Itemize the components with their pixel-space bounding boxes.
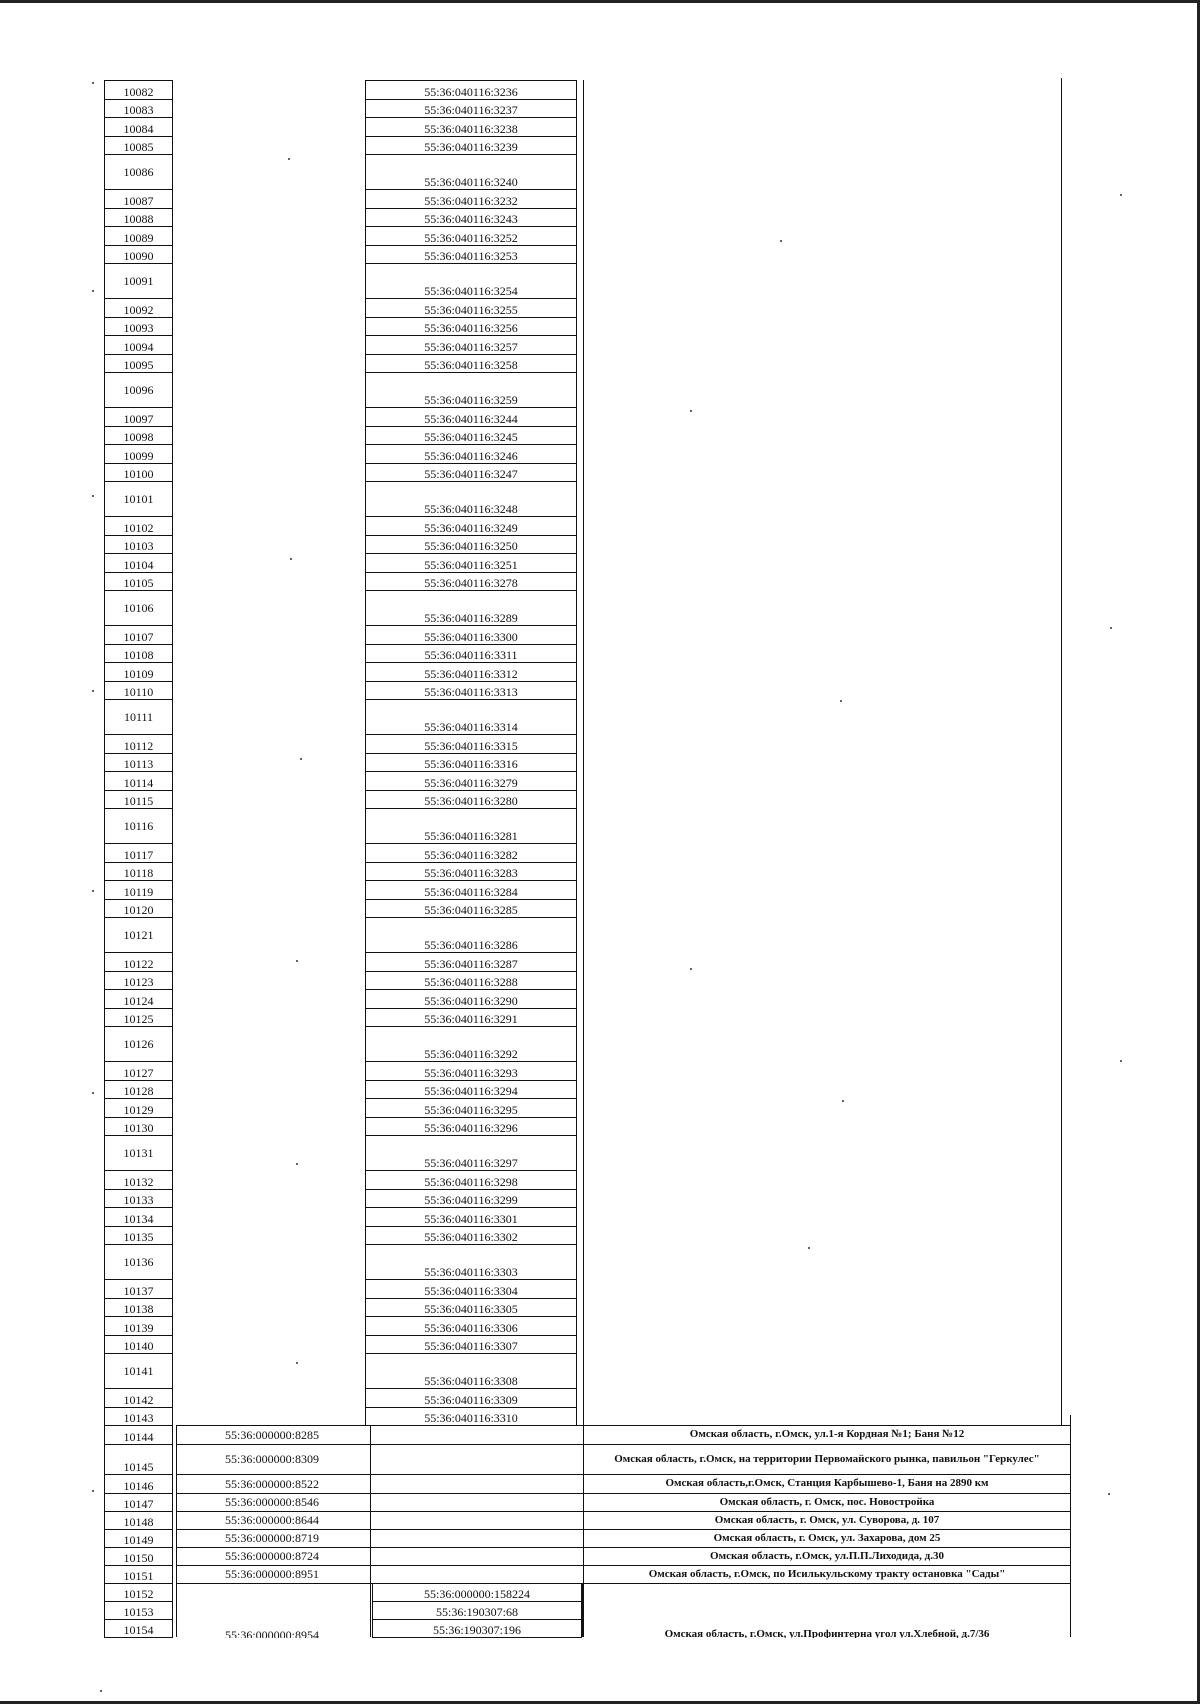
cadastral-number-building: 55:36:040116:3236 [365, 80, 577, 100]
scan-border-top [0, 0, 1200, 3]
scan-speck [780, 240, 782, 242]
cadastral-number-building: 55:36:190307:68 [372, 1601, 582, 1620]
cadastral-number-building: 55:36:040116:3247 [365, 463, 577, 482]
cadastral-number-building: 55:36:040116:3239 [365, 136, 577, 155]
cadastral-number-building: 55:36:040116:3281 [365, 808, 577, 844]
object-address: Омская область, г.Омск, ул.Профинтерна угол ул.Хлебной, д.7/36 [664, 1629, 990, 1638]
cadastral-number-building: 55:36:040116:3283 [365, 862, 577, 881]
row-number: 10089 [104, 226, 173, 246]
row-number: 10115 [104, 790, 173, 809]
row-number: 10152 [104, 1583, 173, 1602]
row-number: 10116 [104, 808, 173, 844]
row-number: 10132 [104, 1170, 173, 1190]
scan-speck [100, 1690, 102, 1692]
row-number: 10135 [104, 1226, 173, 1245]
cadastral-number-building: 55:36:040116:3238 [365, 117, 577, 137]
cadastral-number-building: 55:36:040116:3297 [365, 1135, 577, 1171]
row-number: 10117 [104, 843, 173, 863]
row-number: 10138 [104, 1298, 173, 1317]
object-address: Омская область, г.Омск, на территории Первомайского рынка, павильон "Геркулес" [614, 1452, 1040, 1465]
row-number: 10085 [104, 136, 173, 155]
cadastral-number-building: 55:36:040116:3255 [365, 298, 577, 318]
row-number: 10119 [104, 880, 173, 900]
kad2-column-top-border [365, 80, 577, 81]
row-number: 10148 [104, 1511, 173, 1530]
column-rule-right [1061, 78, 1062, 1425]
object-address: Омская область, г.Омск, ул.1-я Кордная №1; Баня №12 [689, 1428, 965, 1440]
row-number: 10082 [104, 80, 173, 100]
cadastral-number-parcel: 55:36:000000:8546 [224, 1495, 319, 1509]
row-number: 10145 [104, 1444, 173, 1475]
cadastral-number-building: 55:36:040116:3252 [365, 226, 577, 246]
cadastral-number-building: 55:36:040116:3309 [365, 1388, 577, 1408]
row-number: 10092 [104, 298, 173, 318]
object-address: Омская область, г. Омск, ул. Суворова, д. 107 [714, 1513, 940, 1526]
object-address: Омская область, г. Омск, ул. Захарова, дом 25 [713, 1531, 941, 1544]
row-number: 10090 [104, 245, 173, 264]
row-number: 10088 [104, 208, 173, 227]
row-number: 10146 [104, 1474, 173, 1494]
scan-speck [690, 968, 692, 970]
row-number: 10139 [104, 1316, 173, 1336]
cadastral-number-building: 55:36:040116:3251 [365, 553, 577, 573]
cadastral-number-building: 55:36:040116:3246 [365, 444, 577, 464]
scan-speck [92, 290, 94, 292]
row-number: 10113 [104, 753, 173, 772]
row-number: 10109 [104, 662, 173, 682]
row-number: 10103 [104, 535, 173, 554]
row-number: 10140 [104, 1335, 173, 1354]
row-number: 10087 [104, 189, 173, 209]
scan-speck [296, 1362, 298, 1364]
scan-speck [296, 960, 298, 962]
row-number: 10084 [104, 117, 173, 137]
row-number: 10096 [104, 372, 173, 408]
scan-speck [690, 410, 692, 412]
row-number: 10151 [104, 1565, 173, 1584]
object-address: Омская область, г.Омск, ул.П.П.Лиходида, д.30 [710, 1549, 944, 1562]
row-number: 10095 [104, 354, 173, 373]
row-number: 10097 [104, 407, 173, 427]
cadastral-number-building: 55:36:040116:3312 [365, 662, 577, 682]
scan-speck [92, 1490, 94, 1492]
row-number: 10153 [104, 1601, 173, 1620]
row-number: 10094 [104, 335, 173, 355]
row-number: 10111 [104, 699, 173, 735]
cadastral-number-building: 55:36:040116:3245 [365, 426, 577, 445]
scan-speck [92, 890, 94, 892]
cadastral-number-building: 55:36:040116:3250 [365, 535, 577, 554]
cadastral-number-building: 55:36:040116:3286 [365, 917, 577, 953]
column-rule-kad1-left [176, 1425, 177, 1637]
cadastral-number-building: 55:36:040116:3298 [365, 1170, 577, 1190]
cadastral-number-building: 55:36:040116:3248 [365, 481, 577, 517]
row-number: 10124 [104, 989, 173, 1009]
cadastral-number-parcel: 55:36:000000:8951 [224, 1567, 319, 1581]
row-number: 10149 [104, 1529, 173, 1548]
cadastral-number-building: 55:36:040116:3315 [365, 734, 577, 754]
section-separator [176, 1425, 1071, 1426]
row-number: 10141 [104, 1353, 173, 1389]
scan-speck [1110, 627, 1112, 629]
cadastral-number-building: 55:36:040116:3296 [365, 1117, 577, 1136]
row-number: 10106 [104, 590, 173, 626]
cadastral-number-building: 55:36:040116:3302 [365, 1226, 577, 1245]
cadastral-number-building: 55:36:040116:3295 [365, 1098, 577, 1118]
cadastral-number-building: 55:36:040116:3256 [365, 317, 577, 336]
object-address: Омская область, г.Омск, по Исилькульскому тракту остановка "Сады" [648, 1567, 1006, 1580]
scan-speck [1108, 1493, 1110, 1495]
row-number: 10150 [104, 1547, 173, 1566]
scan-speck [92, 1092, 94, 1094]
cadastral-number-building: 55:36:040116:3308 [365, 1353, 577, 1389]
row-number: 10102 [104, 516, 173, 536]
row-number: 10147 [104, 1493, 173, 1512]
row-number: 10137 [104, 1279, 173, 1299]
cadastral-number-building: 55:36:040116:3305 [365, 1298, 577, 1317]
cadastral-number-building: 55:36:040116:3311 [365, 644, 577, 663]
row-number: 10108 [104, 644, 173, 663]
scan-speck [92, 495, 94, 497]
scan-speck [290, 558, 292, 560]
row-number: 10131 [104, 1135, 173, 1171]
cadastral-number-parcel: 55:36:000000:8644 [224, 1513, 319, 1527]
cadastral-number-building: 55:36:040116:3285 [365, 899, 577, 918]
scan-speck [808, 1247, 810, 1249]
row-number: 10123 [104, 971, 173, 990]
scan-speck [296, 1163, 298, 1165]
scan-speck [288, 158, 290, 160]
cadastral-number-building: 55:36:040116:3244 [365, 407, 577, 427]
column-rule-addr-left [583, 80, 584, 1637]
scan-speck [842, 1100, 844, 1102]
row-number: 10091 [104, 263, 173, 299]
cadastral-number-building: 55:36:040116:3290 [365, 989, 577, 1009]
row-number: 10134 [104, 1207, 173, 1227]
cadastral-number-building: 55:36:040116:3307 [365, 1335, 577, 1354]
cadastral-number-building: 55:36:040116:3258 [365, 354, 577, 373]
row-number: 10110 [104, 681, 173, 700]
row-number: 10130 [104, 1117, 173, 1136]
row-number: 10126 [104, 1026, 173, 1062]
column-rule-kad2-left [370, 1425, 371, 1637]
cadastral-number-building: 55:36:040116:3257 [365, 335, 577, 355]
cadastral-number-building: 55:36:190307:196 [372, 1619, 582, 1638]
cadastral-number-building: 55:36:040116:3306 [365, 1316, 577, 1336]
cadastral-number-building: 55:36:040116:3282 [365, 843, 577, 863]
cadastral-number-building: 55:36:040116:3289 [365, 590, 577, 626]
row-number: 10144 [104, 1425, 173, 1445]
cadastral-number-building: 55:36:040116:3300 [365, 625, 577, 645]
cadastral-number-building: 55:36:040116:3293 [365, 1061, 577, 1081]
cadastral-number-building: 55:36:040116:3253 [365, 245, 577, 264]
kad2-lower-right [582, 1583, 583, 1637]
row-number: 10120 [104, 899, 173, 918]
cadastral-number-building: 55:36:040116:3294 [365, 1080, 577, 1099]
cadastral-number-building: 55:36:040116:3254 [365, 263, 577, 299]
row-number: 10086 [104, 154, 173, 190]
row-number: 10125 [104, 1008, 173, 1027]
scan-speck [840, 700, 842, 702]
cadastral-number-building: 55:36:040116:3310 [365, 1407, 577, 1426]
cadastral-number-building: 55:36:040116:3299 [365, 1189, 577, 1208]
cadastral-number-building: 55:36:040116:3316 [365, 753, 577, 772]
row-number: 10121 [104, 917, 173, 953]
row-number: 10100 [104, 463, 173, 482]
row-number: 10112 [104, 734, 173, 754]
row-number: 10122 [104, 952, 173, 972]
row-separator [176, 1583, 1071, 1584]
row-number: 10127 [104, 1061, 173, 1081]
cadastral-number-parcel: 55:36:000000:8719 [224, 1531, 319, 1545]
cadastral-number-parcel: 55:36:000000:8285 [224, 1427, 319, 1442]
row-number: 10093 [104, 317, 173, 336]
cadastral-number-building: 55:36:040116:3301 [365, 1207, 577, 1227]
cadastral-number-building: 55:36:040116:3288 [365, 971, 577, 990]
cadastral-number-parcel: 55:36:000000:8724 [224, 1549, 319, 1563]
row-number: 10142 [104, 1388, 173, 1408]
row-number: 10133 [104, 1189, 173, 1208]
cadastral-number-building: 55:36:040116:3237 [365, 99, 577, 118]
row-number: 10104 [104, 553, 173, 573]
row-number: 10114 [104, 771, 173, 791]
cadastral-number-building: 55:36:040116:3303 [365, 1244, 577, 1280]
cadastral-number-building: 55:36:040116:3314 [365, 699, 577, 735]
cadastral-number-building: 55:36:040116:3280 [365, 790, 577, 809]
cadastral-number-parcel: 55:36:000000:8309 [224, 1452, 319, 1466]
cadastral-number-building: 55:36:040116:3259 [365, 372, 577, 408]
row-number: 10099 [104, 444, 173, 464]
cadastral-number-building: 55:36:040116:3243 [365, 208, 577, 227]
column-rule-right-lower [1070, 1415, 1071, 1637]
row-number: 10101 [104, 481, 173, 517]
object-address: Омская область, г. Омск, пос. Новостройка [719, 1495, 935, 1508]
cadastral-number-building: 55:36:040116:3313 [365, 681, 577, 700]
cadastral-number-parcel: 55:36:000000:8954 [224, 1629, 319, 1638]
cadastral-number-building: 55:36:040116:3278 [365, 572, 577, 591]
row-number: 10136 [104, 1244, 173, 1280]
scan-speck [1120, 194, 1122, 196]
cadastral-number-building: 55:36:040116:3292 [365, 1026, 577, 1062]
scan-speck [1120, 1060, 1122, 1062]
cadastral-number-building: 55:36:040116:3240 [365, 154, 577, 190]
row-number: 10154 [104, 1619, 173, 1638]
object-address: Омская область,г.Омск, Станция Карбышево-1, Баня на 2890 км [665, 1477, 989, 1489]
kad2-lower-left [372, 1583, 373, 1637]
cadastral-number-building: 55:36:040116:3291 [365, 1008, 577, 1027]
cadastral-number-building: 55:36:040116:3279 [365, 771, 577, 791]
row-number: 10129 [104, 1098, 173, 1118]
scan-speck [300, 758, 302, 760]
cadastral-number-building: 55:36:040116:3284 [365, 880, 577, 900]
row-number: 10118 [104, 862, 173, 881]
cadastral-number-building: 55:36:040116:3304 [365, 1279, 577, 1299]
row-number: 10083 [104, 99, 173, 118]
row-number: 10105 [104, 572, 173, 591]
scan-speck [92, 82, 94, 84]
cadastral-number-building: 55:36:040116:3232 [365, 189, 577, 209]
row-number: 10107 [104, 625, 173, 645]
row-number: 10128 [104, 1080, 173, 1099]
cadastral-number-parcel: 55:36:000000:8522 [224, 1476, 319, 1491]
cadastral-number-building: 55:36:040116:3249 [365, 516, 577, 536]
row-number: 10143 [104, 1407, 173, 1426]
cadastral-number-building: 55:36:000000:158224 [372, 1583, 582, 1602]
scan-speck [92, 690, 94, 692]
row-number: 10098 [104, 426, 173, 445]
cadastral-number-building: 55:36:040116:3287 [365, 952, 577, 972]
